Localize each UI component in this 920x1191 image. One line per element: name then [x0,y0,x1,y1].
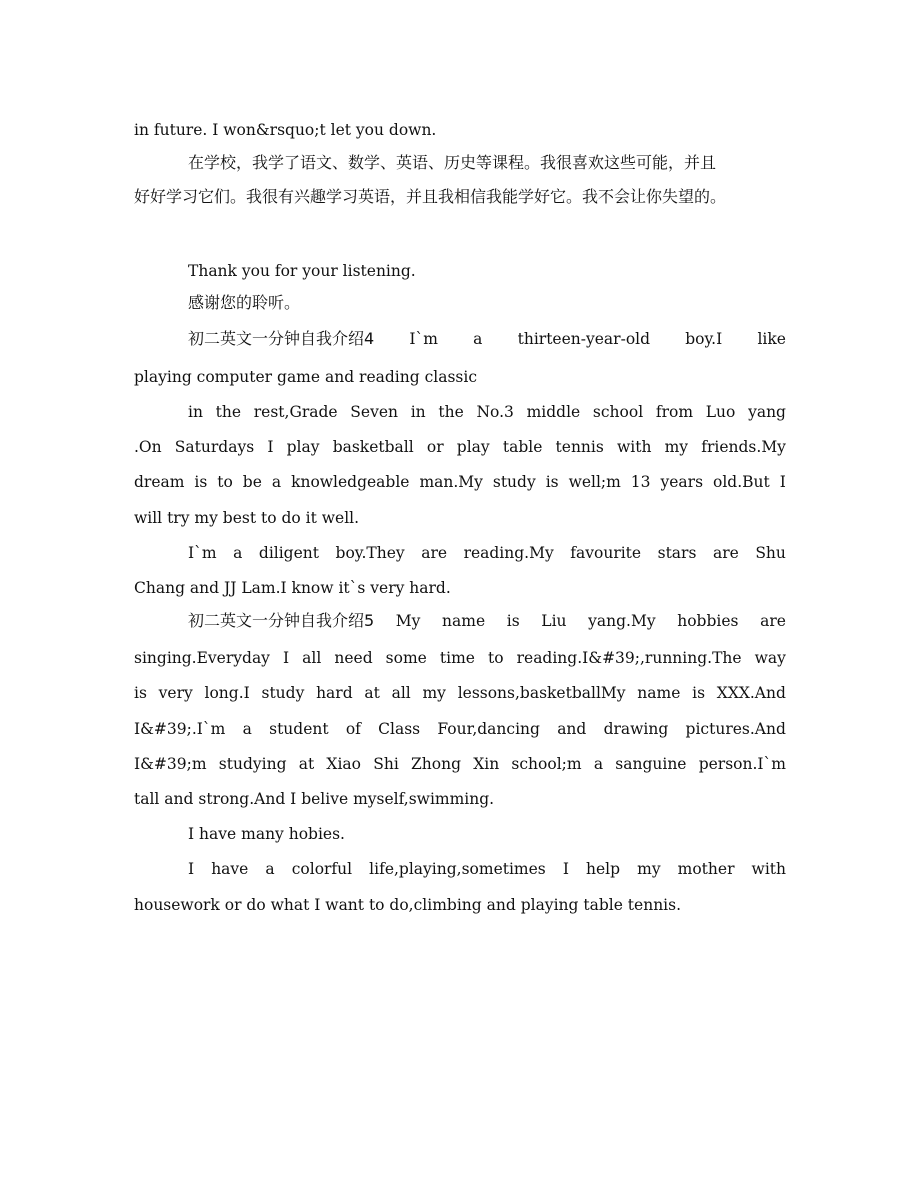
text-word: lessons,basketballMy [457,684,626,702]
text-word: friends.My [701,438,786,456]
text-word: Class [378,720,421,738]
text-word: table [502,438,543,456]
text-word: 13 [630,473,651,491]
text-word: long.I [204,684,250,702]
text-word: are [421,544,448,562]
text-word: some [385,649,427,667]
text-word: name [637,684,681,702]
text-word: the [438,403,464,421]
text-line: Thank you for your listening. [188,262,416,280]
text-word: school;m [511,755,582,773]
text-word: my [637,860,661,878]
text-word: XXX.And [716,684,786,702]
text-word: No.3 [476,403,514,421]
text-word: Shi [373,755,399,773]
text-line [188,543,786,563]
text-line [188,859,786,879]
text-word: dream [134,473,185,491]
text-line [134,754,786,774]
text-line [134,648,786,668]
text-word: drawing [603,720,669,738]
text-word: reading.I&#39;,running.The [516,649,742,667]
text-word: play [286,438,320,456]
text-word: like [757,330,786,348]
text-word: have [211,860,249,878]
text-word: at [298,755,315,773]
text-word: stars [657,544,697,562]
text-word: Liu [541,612,567,630]
text-word: colorful [291,860,353,878]
text-word: I`m [409,330,438,348]
text-line: tall and strong.And I belive myself,swimming. [134,790,495,808]
text-word: study [261,684,305,702]
text-word: is [506,612,520,630]
text-word: I&#39;m [134,755,207,773]
text-word: my [422,684,446,702]
text-line [188,402,786,422]
text-word: diligent [258,544,319,562]
text-line: in future. I won&rsquo;t let you down. [134,121,437,139]
text-line [134,437,786,457]
text-word: is [134,684,147,702]
text-word: .On [134,438,162,456]
text-word: studying [218,755,287,773]
text-word: boy.They [335,544,405,562]
text-word: way [754,649,786,667]
text-word: play [456,438,490,456]
text-word: hard [316,684,353,702]
text-word: I&#39;.I`m [134,720,226,738]
text-word: knowledgeable [291,473,410,491]
text-line [188,611,786,631]
text-word: to [217,473,233,491]
text-line: 在学校，我学了语文、数学、英语、历史等课程。我很喜欢这些可能，并且 [188,153,717,172]
text-word: Luo [705,403,736,421]
text-word: at [364,684,380,702]
text-word: and [557,720,587,738]
text-word: 初二英文一分钟自我介绍4 [188,329,375,348]
text-word: of [345,720,361,738]
text-word: all [391,684,411,702]
text-word: middle [526,403,581,421]
text-word: well;m [568,473,621,491]
text-word: I [562,860,569,878]
text-line [188,329,786,349]
text-word: years [660,473,704,491]
text-word: 初二英文一分钟自我介绍5 [188,611,375,630]
text-line: I have many hobies. [188,825,345,843]
text-word: I [282,649,290,667]
text-word: reading.My [463,544,554,562]
text-word: is [194,473,208,491]
text-word: mother [677,860,735,878]
text-word: My [395,612,421,630]
text-word: help [586,860,621,878]
text-word: a [265,860,275,878]
text-word: a [233,544,243,562]
text-word: to [488,649,504,667]
text-word: person.I`m [698,755,786,773]
text-word: old.But [712,473,770,491]
text-word: from [655,403,694,421]
text-word: is [545,473,559,491]
text-line: playing computer game and reading classic [134,368,478,386]
text-word: all [302,649,322,667]
text-word: I [779,473,786,491]
text-word: a [271,473,282,491]
text-line [134,683,786,703]
text-word: life,playing,sometimes [369,860,546,878]
text-word: very [158,684,193,702]
text-word: study [492,473,536,491]
text-word: singing.Everyday [134,649,270,667]
text-word: Saturdays [174,438,255,456]
text-word: be [242,473,262,491]
text-line: will try my best to do it well. [134,509,360,527]
text-word: the [215,403,242,421]
text-word: Seven [350,403,398,421]
text-line: 好好学习它们。我很有兴趣学习英语，并且我相信我能学好它。我不会让你失望的。 [134,187,727,206]
text-line: Chang and JJ Lam.I know it`s very hard. [134,579,451,597]
text-line [134,472,786,492]
text-line: housework or do what I want to do,climbing and playing table tennis. [134,896,682,914]
text-word: thirteen-year-old [517,330,651,348]
text-word: hobbies [677,612,739,630]
text-word: tennis [555,438,604,456]
text-word: a [242,720,252,738]
text-word: need [334,649,373,667]
text-line: 感谢您的聆听。 [188,293,301,312]
text-word: Zhong [411,755,461,773]
text-word: are [712,544,739,562]
text-word: are [760,612,786,630]
text-word: Shu [755,544,786,562]
text-word: student [269,720,329,738]
text-word: basketball [332,438,414,456]
text-word: man.My [419,473,483,491]
text-word: I [267,438,274,456]
text-word: sanguine [615,755,687,773]
text-word: yang.My [588,612,656,630]
text-word: in [410,403,426,421]
text-line [134,719,786,739]
text-word: rest,Grade [253,403,338,421]
text-word: a [473,330,483,348]
text-word: or [426,438,444,456]
text-word: I [188,860,195,878]
text-word: a [593,755,604,773]
text-word: Xin [473,755,500,773]
text-word: my [664,438,689,456]
text-word: Xiao [326,755,361,773]
text-word: Four,dancing [437,720,540,738]
text-word: with [751,860,786,878]
text-word: I`m [188,544,217,562]
text-word: yang [748,403,786,421]
text-word: is [692,684,706,702]
text-word: time [439,649,475,667]
text-word: with [617,438,652,456]
text-word: boy.I [685,330,723,348]
text-word: pictures.And [685,720,786,738]
text-word: favourite [570,544,642,562]
text-word: school [592,403,644,421]
text-word: name [442,612,486,630]
text-word: in [188,403,203,421]
